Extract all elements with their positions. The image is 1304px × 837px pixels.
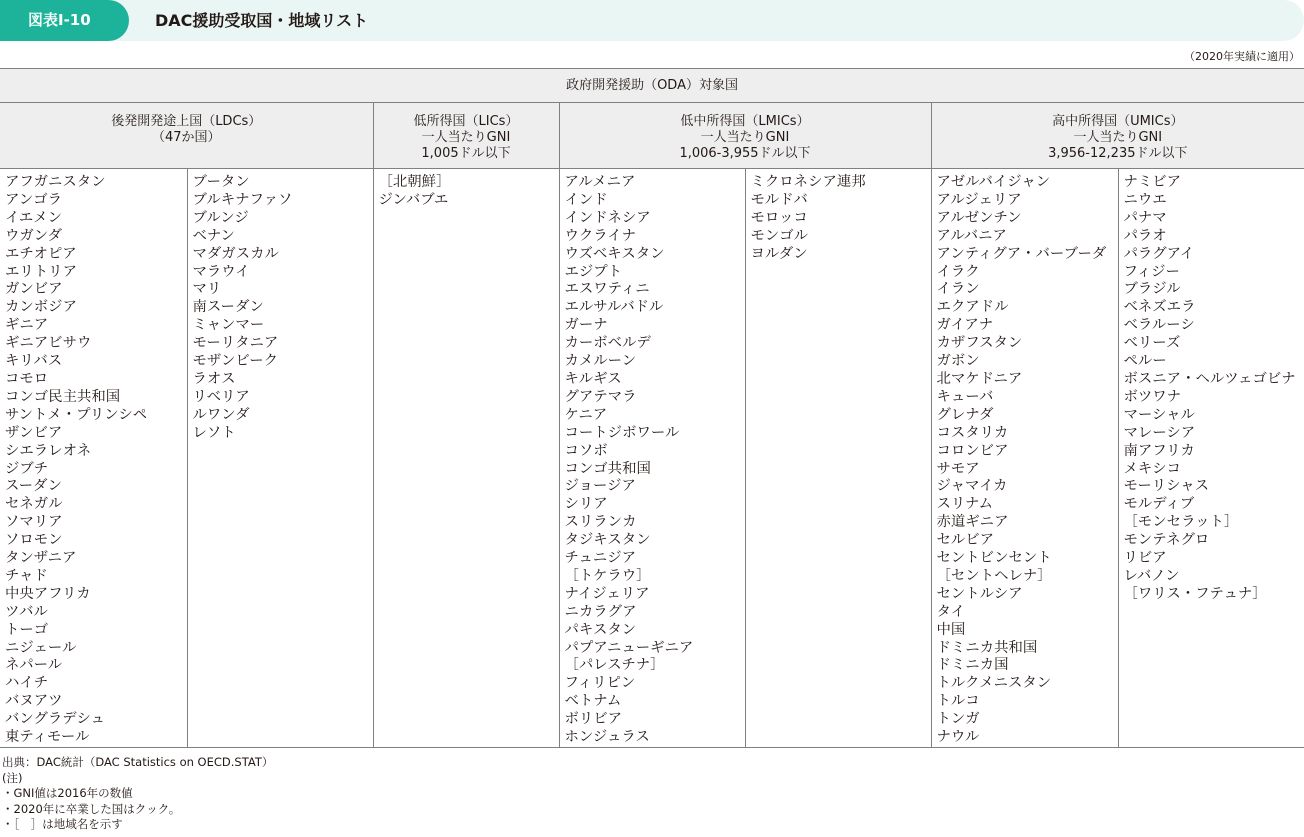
category-header-ldcs bbox=[0, 103, 373, 169]
note-label: (注) bbox=[2, 770, 23, 785]
list-item: ウクライナ bbox=[564, 227, 637, 244]
list-item: モルディブ bbox=[1123, 496, 1195, 513]
figure-label: 図表Ⅰ-10 bbox=[0, 0, 129, 41]
category-header-line: 1,005ドル以下 bbox=[421, 146, 511, 161]
figure-title: DAC援助受取国・地域リスト bbox=[155, 11, 369, 30]
list-item: リベリア bbox=[192, 388, 250, 405]
list-item: コンゴ共和国 bbox=[564, 460, 651, 477]
list-item: エルサルバドル bbox=[564, 299, 664, 316]
source-note: 出典：DAC統計（DAC Statistics on OECD.STAT） bbox=[2, 755, 274, 769]
category-header-line: 低中所得国（LMICs） bbox=[680, 114, 810, 129]
list-item: ナミビア bbox=[1123, 174, 1182, 190]
list-item: モロッコ bbox=[750, 209, 808, 226]
list-item: ツバル bbox=[5, 603, 48, 620]
list-item: ［トケラウ］ bbox=[564, 567, 651, 584]
list-item: 南スーダン bbox=[192, 299, 264, 316]
country-list bbox=[565, 174, 745, 747]
list-item: ジンバブエ bbox=[378, 191, 449, 208]
list-item: 赤道ギニア bbox=[936, 514, 1009, 531]
list-item: カメルーン bbox=[564, 353, 637, 370]
list-item: パキスタン bbox=[564, 621, 637, 638]
list-item: トンガ bbox=[936, 711, 980, 728]
list-item: カザフスタン bbox=[936, 335, 1023, 352]
list-item: タイ bbox=[936, 603, 965, 620]
dac-recipient-table bbox=[0, 68, 1304, 748]
list-item: アルメニア bbox=[564, 174, 636, 190]
list-item: マレーシア bbox=[1123, 424, 1196, 441]
country-list bbox=[751, 174, 931, 264]
list-item: インド bbox=[564, 191, 608, 208]
list-item: アンティグア・バーブーダ bbox=[936, 245, 1107, 262]
list-item: パラオ bbox=[1123, 227, 1167, 244]
list-item: 中央アフリカ bbox=[5, 585, 91, 602]
list-item: ガイアナ bbox=[936, 317, 994, 334]
list-item: コソボ bbox=[564, 442, 608, 459]
list-item: アルバニア bbox=[936, 227, 1007, 244]
list-item: ボツワナ bbox=[1123, 388, 1182, 405]
list-item: モンゴル bbox=[750, 227, 809, 244]
list-item: ギニア bbox=[5, 317, 49, 334]
list-item: エジプト bbox=[564, 263, 623, 280]
list-item: セントビンセント bbox=[936, 550, 1052, 567]
category-header-lmics bbox=[559, 103, 931, 169]
list-item: チャド bbox=[5, 567, 48, 584]
list-item: エクアドル bbox=[936, 299, 1009, 316]
list-item: キリバス bbox=[5, 353, 63, 370]
list-item: ソマリア bbox=[5, 514, 63, 531]
list-item: ［モンセラット］ bbox=[1123, 514, 1239, 531]
list-item: イエメン bbox=[5, 209, 62, 226]
list-item: フィジー bbox=[1123, 263, 1180, 280]
list-item: エスワティニ bbox=[564, 281, 650, 298]
footnotes bbox=[2, 755, 273, 833]
list-item: ボリビア bbox=[564, 711, 623, 728]
list-item: アゼルバイジャン bbox=[936, 174, 1051, 190]
list-item: シエラレオネ bbox=[5, 442, 92, 459]
list-item: ジブチ bbox=[5, 460, 49, 477]
list-item: ［セントヘレナ］ bbox=[936, 567, 1052, 584]
list-item: セネガル bbox=[5, 496, 63, 513]
list-item: ブルキナファソ bbox=[192, 191, 293, 208]
note-item: ・2020年に卒業した国はクック。 bbox=[2, 801, 181, 816]
list-item: ウガンダ bbox=[5, 227, 62, 244]
note-item: ・GNI値は2016年の数値 bbox=[2, 786, 133, 800]
list-item: スーダン bbox=[5, 478, 62, 495]
list-item: セルビア bbox=[936, 532, 995, 549]
list-item: ガボン bbox=[936, 353, 980, 370]
category-header-line: 後発開発途上国（LDCs） bbox=[111, 114, 262, 129]
list-item: ミクロネシア連邦 bbox=[750, 174, 866, 190]
list-item: ガンビア bbox=[5, 281, 63, 298]
country-list bbox=[379, 174, 559, 210]
category-header-line: 1,006-3,955ドル以下 bbox=[679, 146, 811, 161]
list-item: ベラルーシ bbox=[1123, 317, 1195, 334]
list-item: モザンビーク bbox=[192, 353, 278, 370]
list-item: イラン bbox=[936, 281, 980, 298]
list-item: ザンビア bbox=[5, 424, 63, 441]
list-item: アンゴラ bbox=[5, 191, 62, 208]
list-item: ［パレスチナ］ bbox=[564, 657, 665, 674]
list-item: ミャンマー bbox=[192, 317, 265, 334]
list-item: マラウイ bbox=[192, 263, 250, 280]
list-item: マリ bbox=[192, 281, 222, 298]
list-item: メキシコ bbox=[1123, 460, 1181, 477]
list-item: ナイジェリア bbox=[564, 585, 650, 602]
list-item: ニカラグア bbox=[564, 603, 637, 620]
list-item: 東ティモール bbox=[5, 729, 90, 746]
title-bar bbox=[0, 0, 1304, 41]
list-item: グレナダ bbox=[936, 406, 994, 423]
list-item: コモロ bbox=[5, 370, 49, 387]
list-item: ［北朝鮮］ bbox=[378, 174, 451, 190]
list-item: ブラジル bbox=[1123, 281, 1181, 298]
list-item: パナマ bbox=[1123, 209, 1167, 226]
list-item: タジキスタン bbox=[564, 532, 651, 549]
country-list bbox=[1124, 174, 1304, 604]
list-item: グアテマラ bbox=[564, 388, 637, 405]
list-item: マダガスカル bbox=[192, 245, 279, 262]
category-header-line: 低所得国（LICs） bbox=[413, 114, 519, 129]
list-item: コスタリカ bbox=[936, 424, 1009, 441]
list-item: アルゼンチン bbox=[936, 209, 1022, 226]
list-item: ニウエ bbox=[1123, 191, 1167, 208]
category-header-lics bbox=[373, 103, 559, 169]
list-item: フィリピン bbox=[564, 675, 636, 692]
list-item: ジャマイカ bbox=[936, 478, 1008, 495]
list-item: 北マケドニア bbox=[936, 370, 1023, 387]
list-item: トルコ bbox=[936, 693, 980, 710]
country-list bbox=[5, 174, 187, 747]
note-item: ・［ ］は地域名を示す bbox=[2, 817, 123, 831]
list-item: ナウル bbox=[936, 729, 980, 746]
applicability-note: （2020年実績に適用） bbox=[1184, 50, 1300, 63]
list-item: ジョージア bbox=[564, 478, 636, 495]
list-item: サモア bbox=[936, 460, 980, 477]
umics-list-col-2 bbox=[1118, 169, 1304, 748]
list-item: モンテネグロ bbox=[1123, 532, 1210, 549]
list-item: ホンジュラス bbox=[564, 729, 650, 746]
list-item: セントルシア bbox=[936, 585, 1023, 602]
list-item: 中国 bbox=[936, 621, 966, 638]
list-item: パプアニューギニア bbox=[564, 639, 694, 656]
list-item: アフガニスタン bbox=[5, 174, 106, 190]
list-item: モーリシャス bbox=[1123, 478, 1209, 495]
list-item: ヨルダン bbox=[750, 245, 808, 262]
list-item: ニジェール bbox=[5, 639, 77, 656]
list-item: ボスニア・ヘルツェゴビナ bbox=[1123, 370, 1296, 387]
list-item: ラオス bbox=[192, 370, 236, 387]
list-item: エチオピア bbox=[5, 245, 77, 262]
list-item: ブルンジ bbox=[192, 209, 249, 226]
category-header-umics bbox=[931, 103, 1304, 169]
list-item: コートジボワール bbox=[564, 424, 680, 441]
list-item: ドミニカ共和国 bbox=[936, 639, 1038, 656]
list-item: カーボベルデ bbox=[564, 335, 651, 352]
list-item: キューバ bbox=[936, 388, 994, 405]
list-item: タンザニア bbox=[5, 550, 77, 567]
list-item: トルクメニスタン bbox=[936, 675, 1052, 692]
category-header-line: 一人当たりGNI bbox=[700, 130, 790, 145]
list-item: ドミニカ国 bbox=[936, 657, 1009, 674]
list-item: ネパール bbox=[5, 657, 63, 674]
list-item: ベトナム bbox=[564, 693, 622, 710]
list-item: ベナン bbox=[192, 227, 235, 244]
category-header-line: 一人当たりGNI bbox=[421, 130, 511, 145]
list-item: ベリーズ bbox=[1123, 335, 1181, 352]
list-item: ガーナ bbox=[564, 317, 608, 334]
list-item: スリランカ bbox=[564, 514, 637, 531]
list-item: ソロモン bbox=[5, 532, 63, 549]
list-item: ギニアビサウ bbox=[5, 335, 92, 352]
list-item: リビア bbox=[1123, 550, 1167, 567]
country-list bbox=[937, 174, 1118, 747]
list-item: マーシャル bbox=[1123, 406, 1195, 423]
list-item: チュニジア bbox=[564, 550, 637, 567]
list-item: バヌアツ bbox=[5, 693, 63, 710]
list-item: イラク bbox=[936, 263, 980, 280]
list-item: ［ワリス・フテュナ］ bbox=[1123, 585, 1267, 602]
list-item: アルジェリア bbox=[936, 191, 1022, 208]
list-item: ベネズエラ bbox=[1123, 299, 1196, 316]
country-list bbox=[193, 174, 373, 443]
lics-list bbox=[373, 169, 559, 748]
list-item: トーゴ bbox=[5, 621, 49, 638]
lmics-list-col-2 bbox=[745, 169, 931, 748]
category-header-line: （47か国） bbox=[151, 130, 221, 145]
list-item: ウズベキスタン bbox=[564, 245, 665, 262]
list-item: キルギス bbox=[564, 370, 622, 387]
list-item: ブータン bbox=[192, 174, 250, 190]
list-item: パラグアイ bbox=[1123, 245, 1195, 262]
umics-list-col-1 bbox=[931, 169, 1118, 748]
list-item: カンボジア bbox=[5, 299, 77, 316]
list-item: バングラデシュ bbox=[5, 711, 105, 728]
category-header-line: 3,956-12,235ドル以下 bbox=[1048, 146, 1188, 161]
list-item: サントメ・プリンシペ bbox=[5, 406, 148, 423]
list-item: レバノン bbox=[1123, 567, 1180, 584]
list-item: スリナム bbox=[936, 496, 994, 513]
list-item: シリア bbox=[564, 496, 608, 513]
ldcs-list-col-2 bbox=[187, 169, 373, 748]
list-item: ペルー bbox=[1123, 353, 1167, 370]
list-item: コロンビア bbox=[936, 442, 1009, 459]
category-header-line: 高中所得国（UMICs） bbox=[1052, 114, 1184, 129]
list-item: モルドバ bbox=[750, 191, 808, 208]
list-item: モーリタニア bbox=[192, 335, 279, 352]
list-item: ケニア bbox=[564, 406, 608, 423]
lmics-list-col-1 bbox=[559, 169, 745, 748]
list-item: ハイチ bbox=[5, 675, 49, 692]
list-item: エリトリア bbox=[5, 263, 77, 280]
category-header-line: 一人当たりGNI bbox=[1073, 130, 1163, 145]
list-item: コンゴ民主共和国 bbox=[5, 388, 121, 405]
list-item: 南アフリカ bbox=[1123, 442, 1195, 459]
oda-header: 政府開発援助（ODA）対象国 bbox=[0, 69, 1304, 103]
list-item: ルワンダ bbox=[192, 406, 250, 423]
list-item: レソト bbox=[192, 424, 236, 441]
ldcs-list-col-1 bbox=[0, 169, 187, 748]
list-item: インドネシア bbox=[564, 209, 651, 226]
